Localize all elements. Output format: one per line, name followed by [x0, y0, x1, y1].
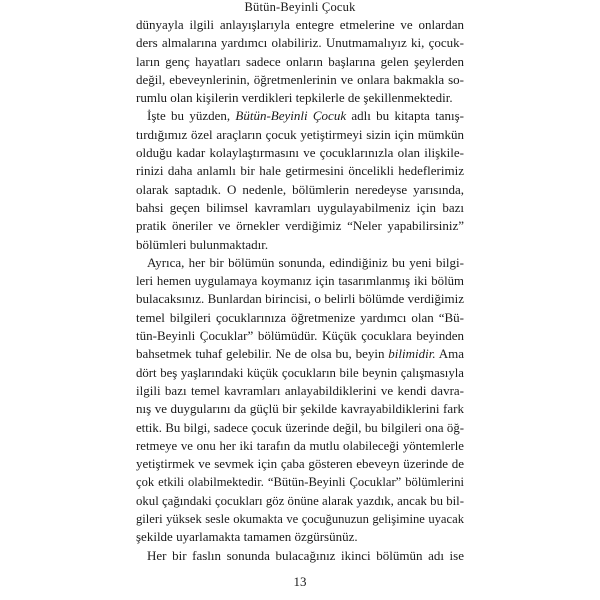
- text-line: [136, 327, 464, 345]
- text-segment: Her bir faslın sonunda bulacağınız ikinci bölümün adı ise: [147, 547, 464, 563]
- text-segment: tırdığımız özel araçların çocuk yetiştirmeyi sizin için mümkün: [136, 126, 464, 142]
- text-line: [136, 290, 464, 308]
- text-line: [136, 126, 464, 144]
- italic-text: bilimidir.: [388, 346, 436, 362]
- text-line: [136, 34, 464, 52]
- text-segment: nış ve duygularını da güçlü bir şekilde kavrayabildiklerini fark: [136, 401, 464, 417]
- text-line: [136, 272, 464, 290]
- text-segment: bölümleri bulunmaktadır.: [136, 236, 269, 252]
- text-segment: ettik. Bu bilgi, sadece çocuk üzerinde değil, bu bilgileri ona öğ-: [136, 420, 464, 435]
- text-segment: okul çağındaki çocukları göz önüne alarak yazdık, ancak bu bil-: [136, 493, 464, 508]
- text-line: [136, 473, 464, 491]
- text-segment: leri hemen uygulamaya koymanız için tasarımlanmış iki bölüm: [136, 274, 464, 289]
- text-line: [136, 492, 464, 510]
- text-line: [136, 455, 464, 473]
- italic-text: Bütün-Beyinli Çocuk: [235, 108, 347, 124]
- text-segment: Ayrıca, her bir bölümün sonunda, edindiğiniz bu yeni bilgi-: [147, 254, 464, 270]
- text-line: [136, 16, 464, 34]
- text-line: [136, 400, 464, 418]
- text-segment: dört beş yaşlarındaki küçük çocukların bile beynin çalışmasıyla: [136, 365, 464, 380]
- text-line: [136, 309, 464, 327]
- text-line: [136, 382, 464, 400]
- text-line: [136, 71, 464, 89]
- text-line: [136, 53, 464, 71]
- text-segment: dünyayla ilgili anlayışlarıyla entegre etmelerine ve onlardan: [136, 17, 464, 32]
- text-line: [136, 236, 464, 254]
- text-line: [136, 217, 464, 235]
- text-segment: değil, ebeveynlerinin, öğretmenlerinin ve onlara bakmakla so-: [136, 71, 464, 87]
- text-line: [136, 528, 464, 546]
- body-text: [136, 16, 464, 565]
- text-line: [136, 181, 464, 199]
- page-number: 13: [293, 574, 307, 589]
- text-segment: şekilde uyarlamakta tamamen özgürsünüz.: [136, 529, 358, 545]
- text-line: [136, 199, 464, 217]
- text-line: [136, 345, 464, 363]
- text-segment: bahsetmek tuhaf gelebilir. Ne de olsa bu, beyin: [136, 346, 389, 362]
- text-segment: rinizi daha anlamlı bir hale getirmesini öncelikli hedeflerimiz: [136, 163, 464, 179]
- text-segment: tün-Beyinli Çocuklar” bölümüdür. Küçük çocuklara beyinden: [136, 328, 464, 344]
- text-segment: pratik öneriler ve örnekler verdiğimiz “Neler yapabilirsiniz”: [136, 218, 464, 234]
- text-segment: yetiştirmek ve sevmek için çaba gösteren ebeveyn üzerinde de: [136, 456, 464, 472]
- text-segment: ilgili bazı temel kavramları anlayabildiklerini ve kendi davra-: [136, 382, 464, 398]
- text-line: [136, 89, 464, 107]
- text-segment: retmeye ve onu her iki tarafın da mutlu olabileceği yöntemlerle: [136, 438, 464, 453]
- text-line: [136, 254, 464, 272]
- running-head: Bütün-Beyinli Çocuk: [244, 0, 356, 14]
- text-line: [136, 107, 464, 125]
- text-segment: gileri yüksek sesle okumakta ve çocuğunuzun gelişimine uyacak: [136, 512, 464, 527]
- text-line: [136, 144, 464, 162]
- text-segment: ders almalarına yardımcı olabiliriz. Unutmamalıyız ki, çocuk-: [136, 35, 464, 51]
- text-line: [136, 162, 464, 180]
- text-segment: ların genç hayatları sadece onların başlarına gelen şeylerden: [136, 53, 464, 69]
- text-line: [136, 547, 464, 565]
- text-line: [136, 419, 464, 437]
- text-segment: Ama: [435, 346, 464, 362]
- text-line: [136, 364, 464, 382]
- text-segment: bulacaksınız. Bunlardan birincisi, o belirli bölümde verdiğimiz: [136, 291, 464, 307]
- text-segment: temel bilgileri çocuklarınıza öğretmenize yardımcı olan “Bü-: [136, 309, 464, 325]
- text-line: [136, 437, 464, 455]
- text-segment: adlı bu kitapta tanış-: [346, 108, 464, 124]
- text-segment: olarak saptadık. O nedenle, bölümlerin neredeyse yarısında,: [136, 181, 464, 197]
- text-line: [136, 510, 464, 528]
- text-segment: çok etkili olabilmektedir. “Bütün-Beyinli Çocuklar” bölümlerini: [136, 475, 464, 490]
- text-segment: rumlu olan kişilerin verdikleri tepkilerle de şekillenmektedir.: [136, 90, 453, 106]
- text-segment: olduğu kadar kolaylaştırmasını ve çocuklarınızla olan ilişkile-: [136, 145, 464, 161]
- text-segment: bahsi geçen bilimsel kavramları uygulayabilmeniz için bazı: [136, 199, 464, 215]
- text-segment: İşte bu yüzden,: [147, 108, 236, 124]
